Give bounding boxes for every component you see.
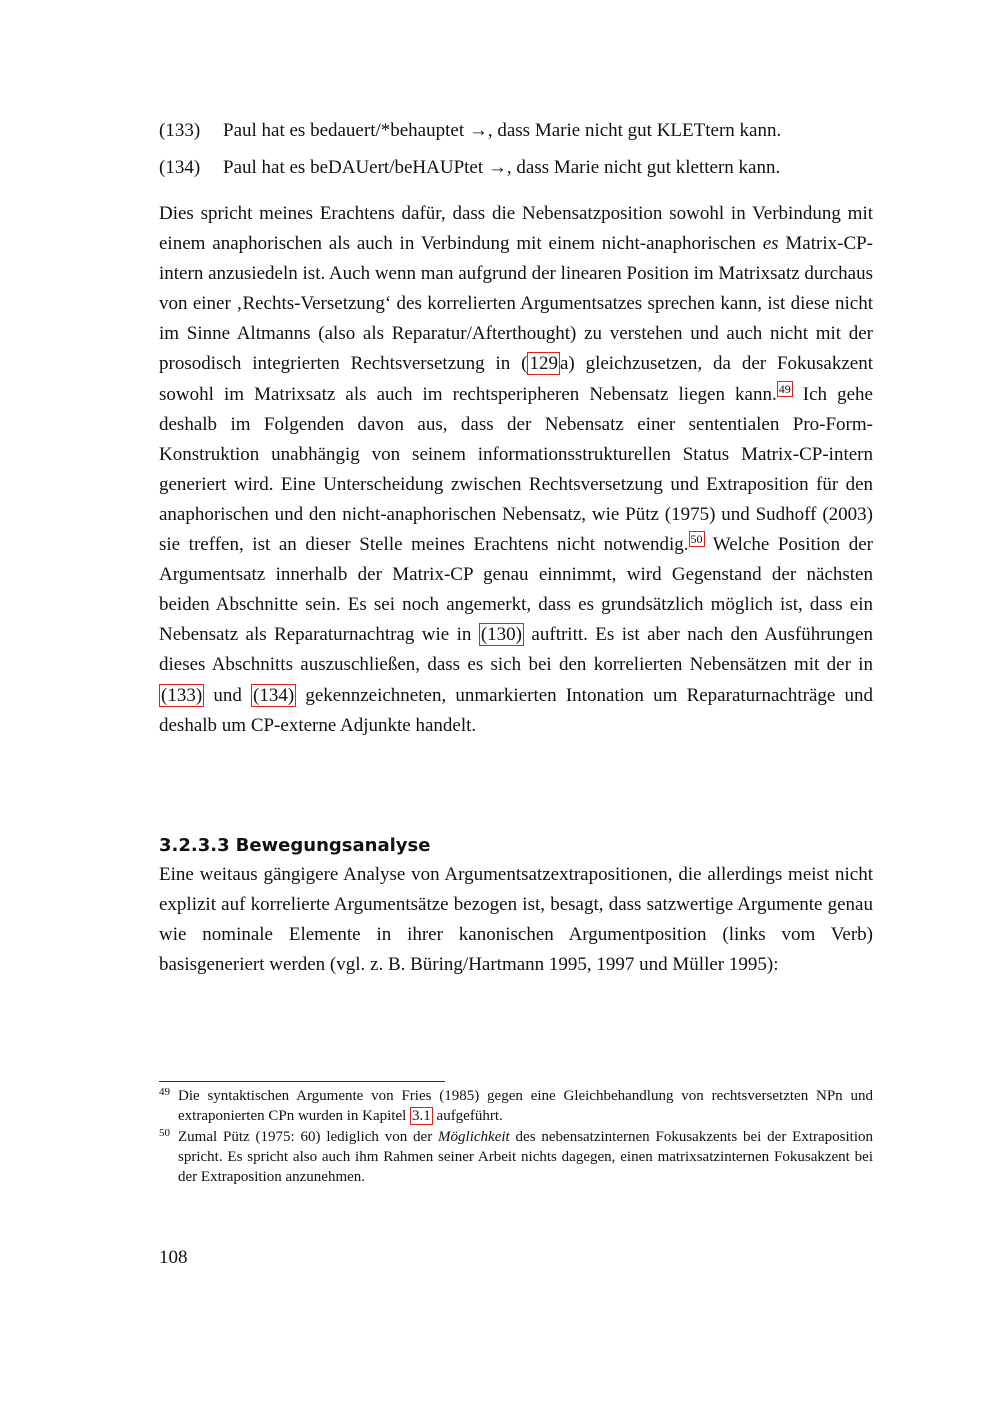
body-paragraph-2: Eine weitaus gängigere Analyse von Argumentsatzextrapositionen, die allerdings meist nicht explizit auf korrelierte Argumentsätze bezogen ist, besagt, dass satzwertige Argumente genau wie nominale Elemente in ihrer kanonischen Argumentposition (links vom Verb) basisgeneriert werden (vgl. z. B. Büring/Hartmann 1995, 1997 und Müller 1995): [159, 864, 873, 976]
italic-es: es [762, 233, 779, 255]
footnote-text-part: des nebensatzinternen Fokusakzents bei der Extraposition spricht. Es spricht also auch ihm Rahmen seiner Arbeit nichts dagegen, einen matrixsatzinternen Fokusakzent bei der Extraposition anzunehmen. [178, 1129, 873, 1185]
footnote-italic: Möglichkeit [438, 1129, 510, 1145]
footnote-50 [159, 1127, 873, 1187]
footnote-ref-50[interactable]: 50 [690, 532, 703, 547]
paragraph-text: und [204, 684, 252, 706]
example-ref-link-129[interactable]: 129 [529, 353, 558, 375]
footnote-49 [159, 1086, 873, 1126]
footnote-text-part: aufgeführt. [432, 1108, 503, 1124]
paragraph-text: Dies spricht meines Erachtens dafür, dass die Nebensatzposition sowohl in Verbindung mit einem anaphorischen als auch in Verbindung mit einem nicht-anaphorischen [159, 203, 873, 255]
footnote-text [178, 1086, 873, 1126]
footnote-number: 50 [159, 1127, 170, 1139]
footnote-divider [159, 1081, 445, 1082]
example-133 [159, 119, 879, 143]
paragraph-text: auftritt. Es ist aber nach den Ausführungen dieses Abschnitts auszuschließen, dass es sich bei den korrelierten Nebensätzen mit der in [159, 624, 873, 676]
example-ref-link-130[interactable]: (130) [480, 624, 523, 646]
example-text: Paul hat es beDAUert/beHAUPtet →, dass Marie nicht gut klettern kann. [223, 157, 781, 178]
footnote-text-part: Zumal Pütz (1975: 60) lediglich von der [178, 1129, 439, 1145]
example-number: (134) [159, 157, 201, 178]
example-number: (133) [159, 120, 201, 141]
example-ref-link-133[interactable]: (133) [161, 684, 203, 706]
section-heading [159, 833, 430, 859]
paragraph-text: Ich gehe deshalb im Folgenden davon aus, dass der Nebensatz einer sententialen Pro-Form-Konstruktion unabhängig von seinem informationsstrukturellen Status Matrix-CP-intern generiert wird. Eine Unterscheidung zwischen Rechtsversetzung und Extraposition für den anaphorischen und den nicht-anaphorischen Nebensatz, wie Pütz (1975) und Sudhoff (2003) sie treffen, ist an dieser Stelle meines Erachtens nicht notwendig. [159, 383, 873, 556]
paragraph-text: Welche Position der Argumentsatz innerhalb der Matrix-CP genau einnimmt, wird Gegenstand der nächsten beiden Abschnitte sein. Es sei noch angemerkt, dass es grundsätzlich möglich ist, dass ein Nebensatz als Reparaturnachtrag wie in [159, 534, 873, 646]
chapter-ref-link[interactable]: 3.1 [412, 1108, 431, 1124]
page-number: 108 [159, 1247, 188, 1268]
paragraph-text: gekennzeichneten, unmarkierten Intonation um Reparaturnachträge und deshalb um CP-externe Adjunkte handelt. [159, 684, 873, 736]
section-title: Bewegungsanalyse [235, 835, 431, 856]
paragraph-text: Matrix-CP-intern anzusiedeln ist. Auch wenn man aufgrund der linearen Position im Matrixsatz durchaus von einer ‚Rechts-Versetzung‘ des korrelierten Argumentsatzes sprechen kann, ist diese nicht im Sinne Altmanns (also als Reparatur/Afterthought) zu verstehen und auch nicht mit der prosodisch integrierten Rechtsversetzung in ( [159, 233, 874, 375]
footnote-text-part: Die syntaktischen Argumente von Fries (1985) gegen eine Gleichbehandlung von rechtsversetzten NPn und extraponierten CPn wurden in Kapitel [178, 1088, 873, 1124]
footnote-number: 49 [159, 1086, 170, 1098]
footnote-text [178, 1127, 873, 1187]
example-134 [159, 156, 879, 180]
body-paragraph-1 [159, 199, 873, 741]
section-number: 3.2.3.3 [159, 835, 230, 856]
paragraph-text: a) gleichzusetzen, da der Fokusakzent sowohl im Matrixsatz als auch im rechtsperipheren Nebensatz liegen kann. [159, 353, 873, 405]
example-ref-link-134[interactable]: (134) [253, 684, 295, 706]
footnote-ref-49[interactable]: 49 [778, 381, 791, 396]
example-text: Paul hat es bedauert/*behauptet →, dass Marie nicht gut KLETtern kann. [223, 120, 782, 141]
